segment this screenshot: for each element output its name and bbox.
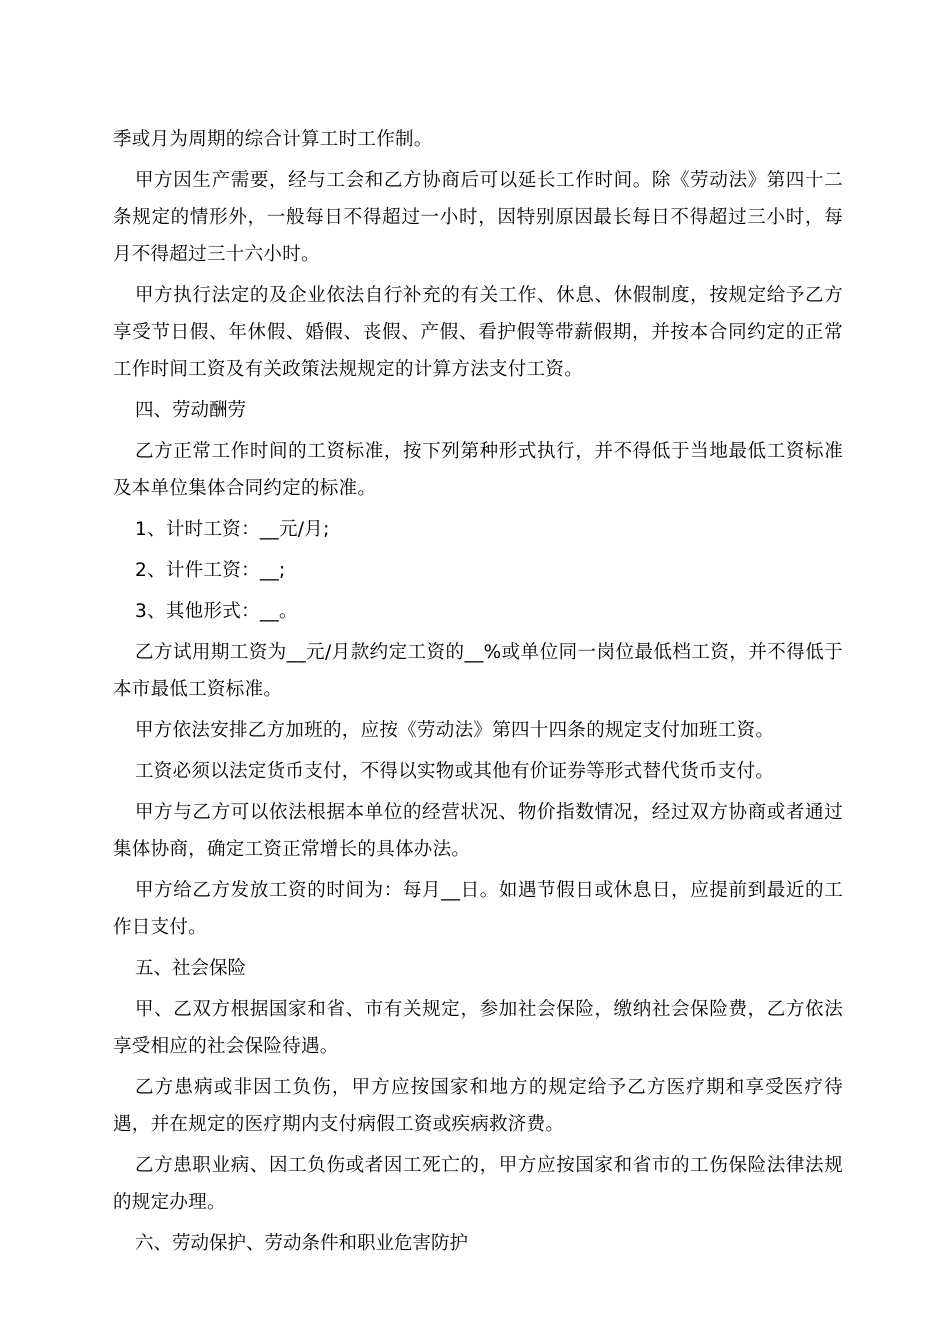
paragraph-wage-standard: 乙方正常工作时间的工资标准，按下列第种形式执行，并不得低于当地最低工资标准及本单位集体合同约定的标准。 <box>113 441 843 499</box>
paragraph-work-injury: 乙方患职业病、因工负伤或者因工死亡的，甲方应按国家和省市的工伤保险法律法规的规定办理。 <box>113 1155 843 1213</box>
paragraph-work-hours-cont: 季或月为周期的综合计算工时工作制。 <box>113 129 433 150</box>
paragraph-sick-leave: 乙方患病或非因工负伤，甲方应按国家和地方的规定给予乙方医疗期和享受医疗待遇，并在规定的医疗期内支付病假工资或疾病救济费。 <box>113 1077 843 1135</box>
paragraph-pay-date: 甲方给乙方发放工资的时间为：每月__日。如遇节假日或休息日，应提前到最近的工作日支付。 <box>113 880 843 938</box>
paragraph-overtime-limits: 甲方因生产需要，经与工会和乙方协商后可以延长工作时间。除《劳动法》第四十二条规定的情形外，一般每日不得超过一小时，因特别原因最长每日不得超过三小时，每月不得超过三十六小时。 <box>113 170 843 265</box>
list-item-hourly-wage: 1、计时工资：__元/月; <box>135 519 330 540</box>
paragraph-leave-policy: 甲方执行法定的及企业依法自行补充的有关工作、休息、休假制度，按规定给予乙方享受节日假、年休假、婚假、丧假、产假、看护假等带薪假期，并按本合同约定的正常工作时间工资及有关政策法规规定的计算方法支付工资。 <box>113 285 843 380</box>
paragraph-probation-wage: 乙方试用期工资为__元/月款约定工资的__%或单位同一岗位最低档工资，并不得低于本市最低工资标准。 <box>113 642 843 700</box>
section-heading-labor-protection: 六、劳动保护、劳动条件和职业危害防护 <box>135 1233 469 1254</box>
paragraph-currency-payment: 工资必须以法定货币支付，不得以实物或其他有价证券等形式替代货币支付。 <box>135 761 775 782</box>
paragraph-overtime-pay: 甲方依法安排乙方加班的，应按《劳动法》第四十四条的规定支付加班工资。 <box>135 720 775 741</box>
section-heading-compensation: 四、劳动酬劳 <box>135 400 247 421</box>
list-item-other-form: 3、其他形式：__。 <box>135 601 298 622</box>
list-item-piece-wage: 2、计件工资：__; <box>135 560 286 581</box>
paragraph-wage-growth: 甲方与乙方可以依法根据本单位的经营状况、物价指数情况，经过双方协商或者通过集体协商，确定工资正常增长的具体办法。 <box>113 802 843 860</box>
section-heading-social-insurance: 五、社会保险 <box>135 958 247 979</box>
document-body <box>113 121 843 1266</box>
paragraph-insurance-participation: 甲、乙双方根据国家和省、市有关规定，参加社会保险，缴纳社会保险费，乙方依法享受相应的社会保险待遇。 <box>113 999 843 1057</box>
